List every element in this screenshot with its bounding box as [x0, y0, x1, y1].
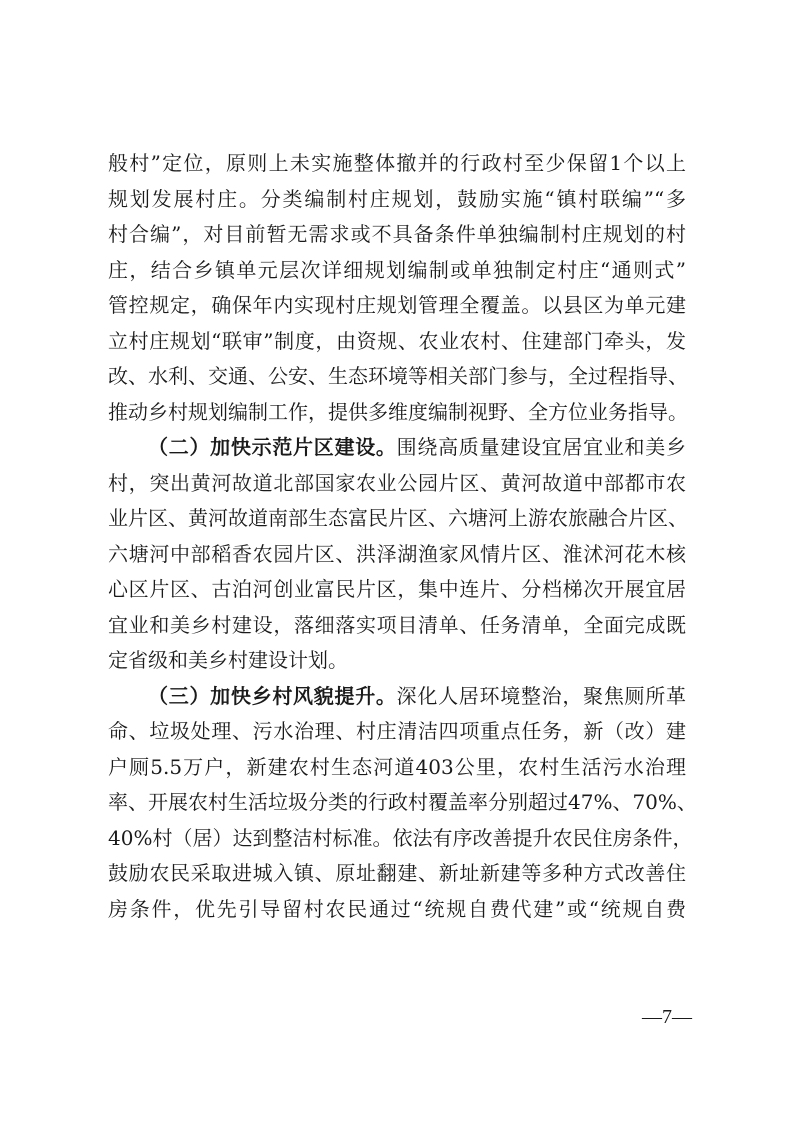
text-line: 立村庄规划“联审”制度，由资规、农业农村、住建部门牵头，发 [108, 328, 686, 353]
text-line: 般村”定位，原则上未实施整体撤并的行政村至少保留1个以上 [108, 151, 686, 175]
section-heading: （三）加快乡村风貌提升。 [148, 683, 397, 708]
text-line: 房条件，优先引导留村农民通过“统规自费代建”或“统规自费 [108, 896, 686, 921]
paragraph-first-line [108, 679, 686, 715]
paragraph-3 [108, 679, 697, 928]
text-line: 规划发展村庄。分类编制村庄规划，鼓励实施“镇村联编”“多 [108, 186, 686, 211]
text-line: 庄，结合乡镇单元层次详细规划编制或单独制定村庄“通则式” [108, 257, 686, 282]
text-line: 六塘河中部稻香农园片区、洪泽湖渔家风情片区、淮沭河花木核 [108, 541, 686, 566]
text-line: 鼓励农民采取进城入镇、原址翻建、新址新建等多种方式改善住 [108, 861, 686, 885]
text-line: 推动乡村规划编制工作，提供多维度编制视野、全方位业务指导。 [108, 399, 688, 424]
document-body [108, 146, 697, 927]
text-line: 村合编”，对目前暂无需求或不具备条件单独编制村庄规划的村 [108, 222, 686, 246]
text-line: 命、垃圾处理、污水治理、村庄清洁四项重点任务，新（改）建 [108, 719, 686, 743]
text-line: 心区片区、古泊河创业富民片区，集中连片、分档梯次开展宜居 [108, 577, 686, 601]
text-line: 定省级和美乡村建设计划。 [108, 648, 348, 672]
text-line: 改、水利、交通、公安、生态环境等相关部门参与，全过程指导、 [108, 364, 688, 388]
text-line: 业片区、黄河故道南部生态富民片区、六塘河上游农旅融合片区、 [108, 506, 688, 530]
page-number: —7— [642, 1006, 692, 1028]
text-line: 40%村（居）达到整洁村标准。依法有序改善提升农民住房条件， [108, 825, 693, 850]
text-line: 宜业和美乡村建设，落细落实项目清单、任务清单，全面完成既 [108, 612, 686, 637]
text-run: 深化人居环境整治，聚焦厕所革 [396, 683, 687, 708]
text-line: 率、开展农村生活垃圾分类的行政村覆盖率分别超过47%、70%、 [108, 790, 697, 814]
paragraph-first-line [108, 430, 686, 466]
text-line: 管控规定，确保年内实现村庄规划管理全覆盖。以县区为单元建 [108, 293, 686, 317]
text-line: 户厕5.5万户，新建农村生态河道403公里，农村生活污水治理 [108, 754, 686, 779]
text-line: 村，突出黄河故道北部国家农业公园片区、黄河故道中部都市农 [108, 470, 686, 495]
paragraph-2 [108, 430, 686, 679]
paragraph-1 [108, 146, 686, 430]
section-heading: （二）加快示范片区建设。 [148, 435, 397, 459]
text-run: 围绕高质量建设宜居宜业和美乡 [396, 435, 687, 459]
